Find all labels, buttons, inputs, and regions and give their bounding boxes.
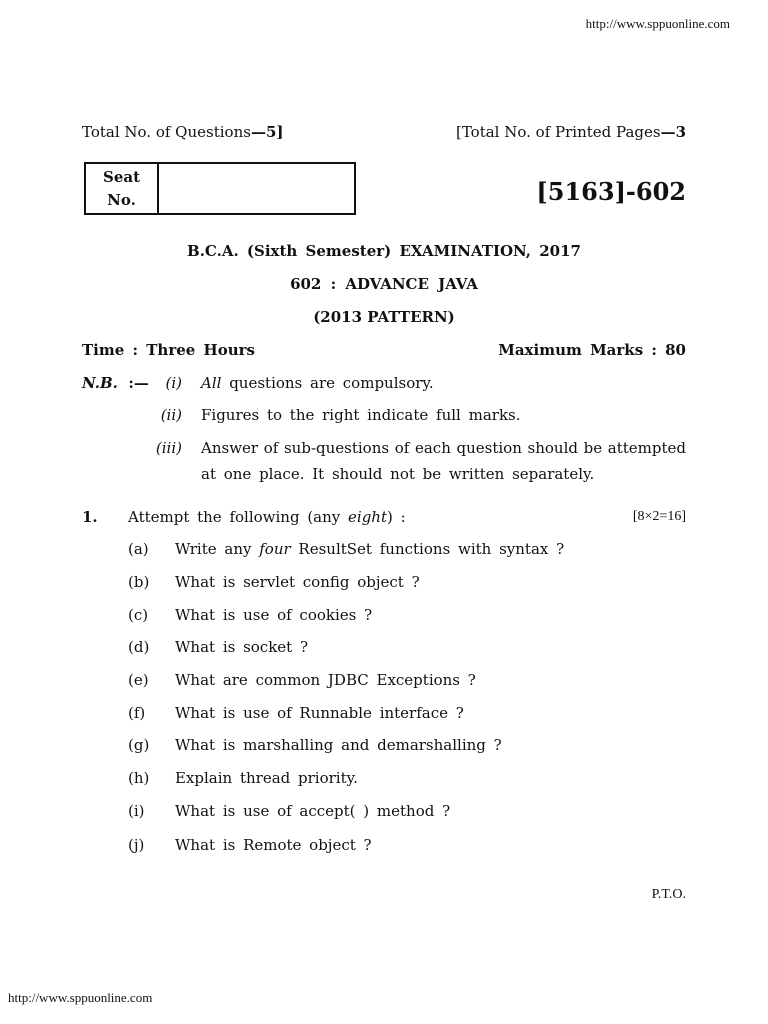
note-text: questions are compulsory. [221,374,434,392]
instruction-suffix: ) : [387,508,406,526]
subquestion-text: Explain thread priority. [175,769,358,787]
seat-label: Seat [102,168,141,186]
instruction-emphasis: eight [348,508,387,526]
note-emphasis: All [201,374,222,392]
note-text: Figures to the right indicate full marks. [201,406,521,424]
subject-title: 602 : ADVANCE JAVA [290,275,478,293]
subquestion-text: What is use of cookies ? [175,606,373,624]
total-pages-value: —3 [660,123,686,141]
note-text-line1: Answer of sub-questions of each question should be attempted [201,439,686,457]
paper-code: [5163]-602 [536,177,686,206]
seat-no-label: No. [107,191,136,209]
subquestion-text: What is socket ? [175,638,309,656]
subquestion-text: What is marshalling and demarshalling ? [175,736,502,754]
nb-label: N.B. [82,374,118,392]
maximum-marks: Maximum Marks : 80 [498,341,686,359]
instruction-prefix: Attempt the following (any [128,508,349,526]
page-turn-note: P.T.O. [651,887,686,902]
note-number: (iii) [155,439,182,457]
subquestion-text: What is use of Runnable interface ? [175,704,464,722]
question-marks: [8×2=16] [632,509,686,524]
time-allowed: Time : Three Hours [82,341,255,359]
subquestion-letter: (a) [128,540,149,558]
subquestion-text: What is servlet config object ? [175,573,420,591]
subquestion-after: ResultSet functions with syntax ? [290,540,565,558]
total-questions-value: —5] [250,123,284,141]
subquestion-letter: (j) [128,836,145,854]
subquestion-letter: (d) [128,638,150,656]
note-text-line2: at one place. It should not be written separately. [201,465,595,483]
pattern-title: (2013 PATTERN) [313,308,455,326]
subquestion-text: What is use of accept( ) method ? [175,802,451,820]
source-url-bottom[interactable]: http://www.sppuonline.com [8,990,153,1005]
subquestion-text: What are common JDBC Exceptions ? [175,671,476,689]
total-pages-label: [Total No. of Printed Pages [455,123,661,141]
subquestion-letter: (b) [128,573,150,591]
subquestion-emphasis: four [259,540,291,558]
nb-separator: :— [128,374,149,392]
total-pages [456,123,686,141]
source-url-top[interactable]: http://www.sppuonline.com [585,16,730,31]
exam-title: B.C.A. (Sixth Semester) EXAMINATION, 2017 [187,242,581,260]
total-questions-label: Total No. of Questions [82,123,251,141]
total-questions [82,123,283,141]
subquestion-letter: (i) [128,802,145,820]
subquestion-letter: (f) [128,704,146,722]
subquestion-text: What is Remote object ? [175,836,372,854]
note-item [201,374,434,392]
question-number: 1. [82,508,98,526]
note-number: (ii) [160,406,182,424]
subquestion-text [175,540,564,558]
subquestion-letter: (c) [128,606,149,624]
subquestion-letter: (e) [128,671,149,689]
subquestion-letter: (g) [128,736,150,754]
subquestion-letter: (h) [128,769,150,787]
subquestion-before: Write any [175,540,260,558]
question-instruction [128,508,406,526]
seat-box-divider [157,164,159,213]
note-number: (i) [165,374,182,392]
seat-number-box [84,162,356,215]
